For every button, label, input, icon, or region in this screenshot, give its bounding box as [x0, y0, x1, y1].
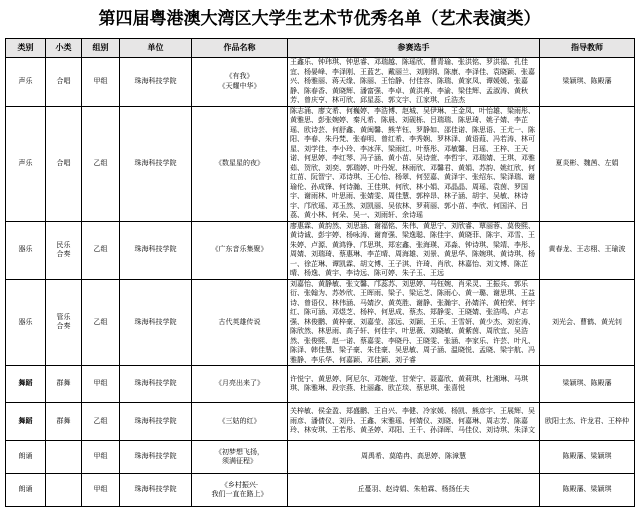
cell-teachers: 陈殿藩、梁颖琪	[540, 474, 635, 507]
cell-participants: 陈志涌、廖文希、何巍婷、李浩博、赵城、吴伊琳、王金凤、叶怡雄、梁雨彤、黄雅思、彭张婉婷、秦凡希、陈晨、刘砚栎、吕瑞瑞、陈思琦、姚子婧、李芷瑶、欧诗芸、何舒鑫、黄闽馨、熊芊钰、罗静如、邵佳诺、陈思语、王尤一、陈阳、李春、朱丹梵、张春明、曾红希、李秀娴、罗林泽、黄语葭、冯若涛、林可星、刘学佳、李小玲、李冰萍、梁雨红、叶蔡彤、邓敏馨、吕瑶、王梓、王天诺、何思婷、李红琴、冯子涵、黄小苗、吴诗萱、李哲宇、邓瑞婧、王琪、邓雅茹、贺欣、刘奕、郭瑞婷、叶丹妮、林雨欣、邓馨君、黄娟、苏韵、姚红欣、何红苗、阮智宁、邓诗琪、王心怡、杨翠、何翌嘉、黄泽宇、张绍东、梁泽瑞、谢瑜伦、孙成锋、何诗瀚、王佳琪、何欣、林小娟、邓晶晶、周瑶、袁茵、罗国宇、谢雨林、叶思雨、张婧雯、周佳慧、郭梓昂、林子涵、胡宇、吴敏、林诗宇、邝欣瑶、邓玉然、刘凯丽、吴依林、罗莉丽、郭小苗、李欣、何国洋、吕荔、黄小林、何朵、吴一、刘雨轩、余诗瑶	[288, 106, 540, 221]
cell-teachers: 陈殿藩、梁颖琪	[540, 441, 635, 474]
cell-subcategory: 民乐 合奏	[46, 221, 82, 279]
cell-group: 甲组	[82, 474, 120, 507]
table-row	[6, 366, 635, 403]
table-row	[6, 221, 635, 279]
cell-subcategory: 群舞	[46, 366, 82, 403]
cell-teachers: 刘光会、曹鹤、黄光钊	[540, 279, 635, 366]
cell-teachers: 黄春龙、王志栩、王瑜波	[540, 221, 635, 279]
cell-category: 器乐	[6, 221, 46, 279]
cell-group: 甲组	[82, 366, 120, 403]
cell-unit: 珠海科技学院	[120, 474, 192, 507]
cell-subcategory: 合唱	[46, 106, 82, 221]
header-unit: 单位	[120, 39, 192, 58]
cell-participants: 丘蔓羽、赵诗娟、朱柏霖、杨扬任夫	[288, 474, 540, 507]
cell-work: 《初梦想飞扬， 须满征程》	[192, 441, 288, 474]
cell-category: 朗诵	[6, 474, 46, 507]
table-row	[6, 441, 635, 474]
cell-participants: 关梓敏、侯金盈、郑盛鹏、王自兴、李健、冷家媛、杨凯、熊彦宇、王展辉、吴雨彦、潘倩仪、刘丹、王鑫、宋雅瑶、何婧仪、刘晓、何嘉琳、周志芳、陈嘉玲、林安琪、王若彤、黄圣婷、邓阳、王千、孙泽晖、马佳仪、刘诗琪、朱泽文	[288, 403, 540, 441]
cell-work: 《月亮出来了》	[192, 366, 288, 403]
table-header-row	[6, 39, 635, 58]
cell-work: 《有我》 《天耀中华》	[192, 58, 288, 107]
header-work: 作品名称	[192, 39, 288, 58]
cell-subcategory: 群舞	[46, 403, 82, 441]
cell-subcategory: 管乐 合奏	[46, 279, 82, 366]
cell-group: 乙组	[82, 221, 120, 279]
header-subcategory: 小类	[46, 39, 82, 58]
cell-group: 甲组	[82, 58, 120, 107]
document-title: 第四届粤港澳大湾区大学生艺术节优秀名单（艺术表演类）	[98, 9, 541, 29]
cell-participants: 许悦宁、黄思婷、阿尼尔、邓婉莹、甘荣宁、聂嘉欣、黄莉琪、杜湘琳、马琪琪、陈雅琳、段宗燕、杜丽鑫、欧芷琰、蔡思琪、张喜悦	[288, 366, 540, 403]
header-category: 类别	[6, 39, 46, 58]
cell-teachers: 梁颖琪、陈殿藩	[540, 58, 635, 107]
cell-participants: 廖惠霖、黄韵然、刘思涵、谢福铭、朱伟、黄思宁、刘欣睿、覃丽蓉、莫俊熙、黄诗诚、彭宇婷、杨咏涛、谢育强、梁逸聪、陈佳宇、黄晓菲、陈宇、邓雪、王朱婷、卢源、黄鸿铮、邝思琪、郑宏鑫、张海瑛、邓淼、钟诗琪、梁靖、李彤、周婧、刘瑞琦、蔡惠琳、李芷晴、周海雄、刘景、黄思华、陈婉琪、黄诗琪、杨一、徐芷琳、谭凯霖、胡文博、王子淇、许琦、肖欣、林嘉怡、刘文博、陈芷晴、杨逸、黄宇、李诗远、陈可婷、朱子玉、王远	[288, 221, 540, 279]
cell-unit: 珠海科技学院	[120, 366, 192, 403]
cell-group: 乙组	[82, 279, 120, 366]
cell-participants: 周禹希、莫皓冉、高思婷、陈漳慧	[288, 441, 540, 474]
cell-teachers: 梁颖琪、陈殿藩	[540, 366, 635, 403]
cell-unit: 珠海科技学院	[120, 279, 192, 366]
cell-work: 《三姑的红》	[192, 403, 288, 441]
cell-participants: 王鑫乐、钟玮琪、钟思睿、邓瑞越、陈瑶欣、曹青瑜、张洪铭、罗洪福、孔佳宜、杨晏峰、李泽刚、王蓝艺、戴丽兰、刘刚纲、陈康、李泽佳、袁晓颖、张嘉兴、杨雅丽、蒋天缘、陈丽、王怡静、付佳容、陈瑞、黄家凤、谭媛媛、张嘉静、陈春香、黄晓辉、潘富强、李卓、黄洪苒、李渝、梁佳辉、孟淑涛、黄秋芳、曾庆亨、林可欣、邱星蕊、郭文宇、江家琪、丘浩杰	[288, 58, 540, 107]
header-group: 组别	[82, 39, 120, 58]
cell-unit: 珠海科技学院	[120, 221, 192, 279]
cell-work: 古代英雄传说	[192, 279, 288, 366]
cell-subcategory: 合唱	[46, 58, 82, 107]
header-teachers: 指导教师	[540, 39, 635, 58]
table-row	[6, 106, 635, 221]
cell-subcategory	[46, 474, 82, 507]
table-row	[6, 58, 635, 107]
table-row	[6, 474, 635, 507]
cell-teachers: 欧阳士杰、许龙君、王梓仲	[540, 403, 635, 441]
cell-work: 《广东音乐集聚》	[192, 221, 288, 279]
cell-participants: 刘嘉怡、黄静敏、张文馨、邝蕊苏、刘思婷、马钰婉、肖采灵、王振兵、郭乐衍、张翰为、苏妙欣、王晖雨、梁子、梁运芝、陈雨心、黄一璐、谢思琪、王益诗、曾语仪、林伟涵、马婧汐、黄英胜、谢静、张瀚宇、孙婧洋、黄柏荣、何宇红、陈可涵、邓煜芝、杨梓、何思成、蔡杰、郑静雯、王晓婧、张浩鸣、卢志强、林俊鹏、黄梓豪、刘嘉莹、邵远、刘颖、王乐、王雪妍、黄少杰、刘宏涛、陈欣然、林思雨、高子轩、何佳宇、叶思薇、刘晓敏、黄紫茵、周欣宜、吴浩然、张俊熙、赵一诺、蔡嘉雯、李晓丹、王晓雯、张涵、李家乐、许芸、叶凡、陈泽、韩佳慧、梁子豪、朱佳豪、吴思敏、周子涵、温晓悦、孟晓、梁宇航、冯雅静、李乐华、何嘉颖、邓佳颖、刘子睿	[288, 279, 540, 366]
cell-work: 《乡村振兴· 我们一直在路上》	[192, 474, 288, 507]
cell-unit: 珠海科技学院	[120, 106, 192, 221]
cell-category: 舞蹈	[6, 366, 46, 403]
cell-teachers: 夏炎彬、魏茜、左娟	[540, 106, 635, 221]
cell-category: 朗诵	[6, 441, 46, 474]
cell-unit: 珠海科技学院	[120, 403, 192, 441]
cell-subcategory	[46, 441, 82, 474]
cell-category: 声乐	[6, 58, 46, 107]
cell-unit: 珠海科技学院	[120, 441, 192, 474]
award-table	[5, 38, 635, 507]
cell-category: 声乐	[6, 106, 46, 221]
cell-unit: 珠海科技学院	[120, 58, 192, 107]
cell-category: 舞蹈	[6, 403, 46, 441]
cell-group: 乙组	[82, 403, 120, 441]
table-row	[6, 403, 635, 441]
cell-group: 乙组	[82, 106, 120, 221]
header-participants: 参赛选手	[288, 39, 540, 58]
table-row	[6, 279, 635, 366]
cell-work: 《数星星的夜》	[192, 106, 288, 221]
cell-category: 器乐	[6, 279, 46, 366]
cell-group: 甲组	[82, 441, 120, 474]
